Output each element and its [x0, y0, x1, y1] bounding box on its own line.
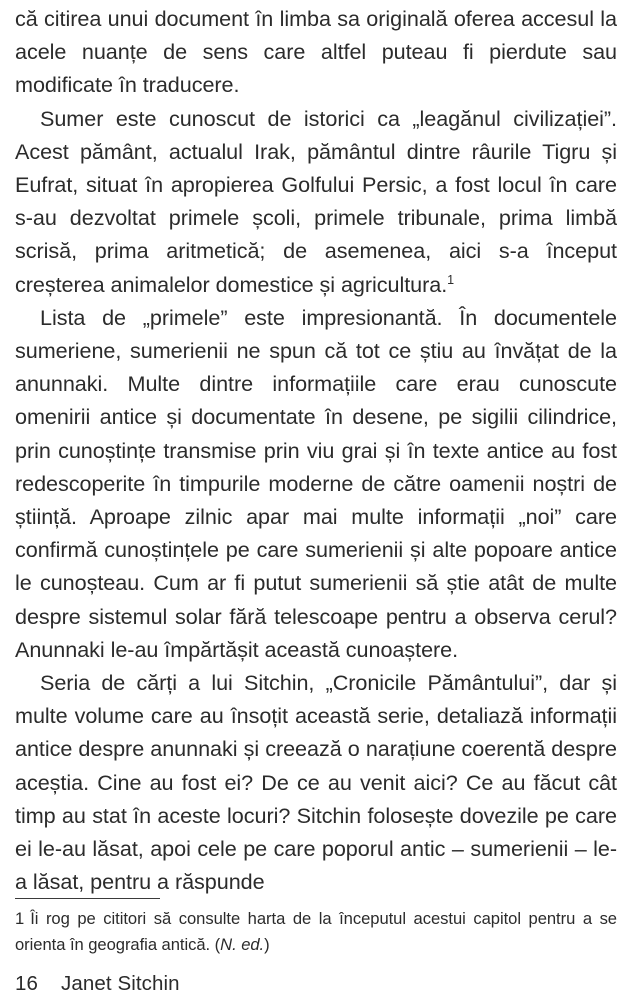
body-text-column — [15, 2, 617, 898]
footnote-reference-marker[interactable]: 1 — [447, 272, 455, 287]
page-number: 16 — [15, 972, 39, 995]
footnote-separator-rule — [15, 898, 160, 899]
footnote-block — [15, 898, 617, 957]
footnote-editor-note: N. ed. — [220, 934, 265, 954]
paragraph-sumer-text: Sumer este cunoscut de istorici ca „leagănul civilizației”. Acest pământ, actualul Irak, pământul dintre râurile Tigru și Eufrat, situat în apropierea Golfului Persic, a fost locul în care s-au dezvoltat primele școli, primele tribunale, prima limbă scrisă, prima aritmetică; de asemenea, aici s-a început creșterea animalelor domestice și agricultura. — [15, 105, 617, 297]
paragraph-seria: Seria de cărți a lui Sitchin, „Cronicile Pământului”, dar și multe volume care au însoțit această serie, detaliază informații antice despre anunnaki și creează o narațiune coerentă despre aceștia. Cine au fost ei? De ce au venit aici? Ce au făcut cât timp au stat în aceste locuri? Sitchin folosește dovezile pe care ei le-au lăsat, apoi cele pe care poporul antic – sumerienii – le-a lăsat, pentru a răspunde — [15, 670, 617, 895]
page-footer — [15, 971, 617, 997]
paragraph-lista: Lista de „primele” este impresionantă. În documentele sumeriene, sumerienii ne spun că tot ce știu au învățat de la anunnaki. Multe dintre informațiile care erau cunoscute omenirii antice și documentate în desene, pe sigilii cilindrice, prin cunoștințe transmise prin viu grai și în texte antice au fost redescoperite în timpurile moderne de către oamenii noștri de știință. Aproape zilnic apar mai multe informații „noi” care confirmă cunoștințele pe care sumerienii și alte popoare antice le cunoșteau. Cum ar fi putut sumerienii să știe atât de multe despre sistemul solar fără telescoape pentru a observa cerul? Anunnaki le-au împărtășit această cunoaștere. — [15, 304, 617, 662]
footnote-text: Îi rog pe cititori să consulte harta de la începutul acestui capitol pentru a se orienta în geografia antică. ( — [15, 909, 617, 954]
footnote-number: 1 — [15, 909, 25, 928]
footnote-text-tail: ) — [264, 934, 270, 954]
paragraph-continuation: că citirea unui document în limba sa originală oferea accesul la acele nuanțe de sens care altfel puteau fi pierdute sau modificate în traducere. — [15, 6, 617, 98]
running-head-author: Janet Sitchin — [61, 972, 180, 995]
footnote-entry — [15, 906, 617, 957]
paragraph-sumer — [15, 102, 617, 301]
